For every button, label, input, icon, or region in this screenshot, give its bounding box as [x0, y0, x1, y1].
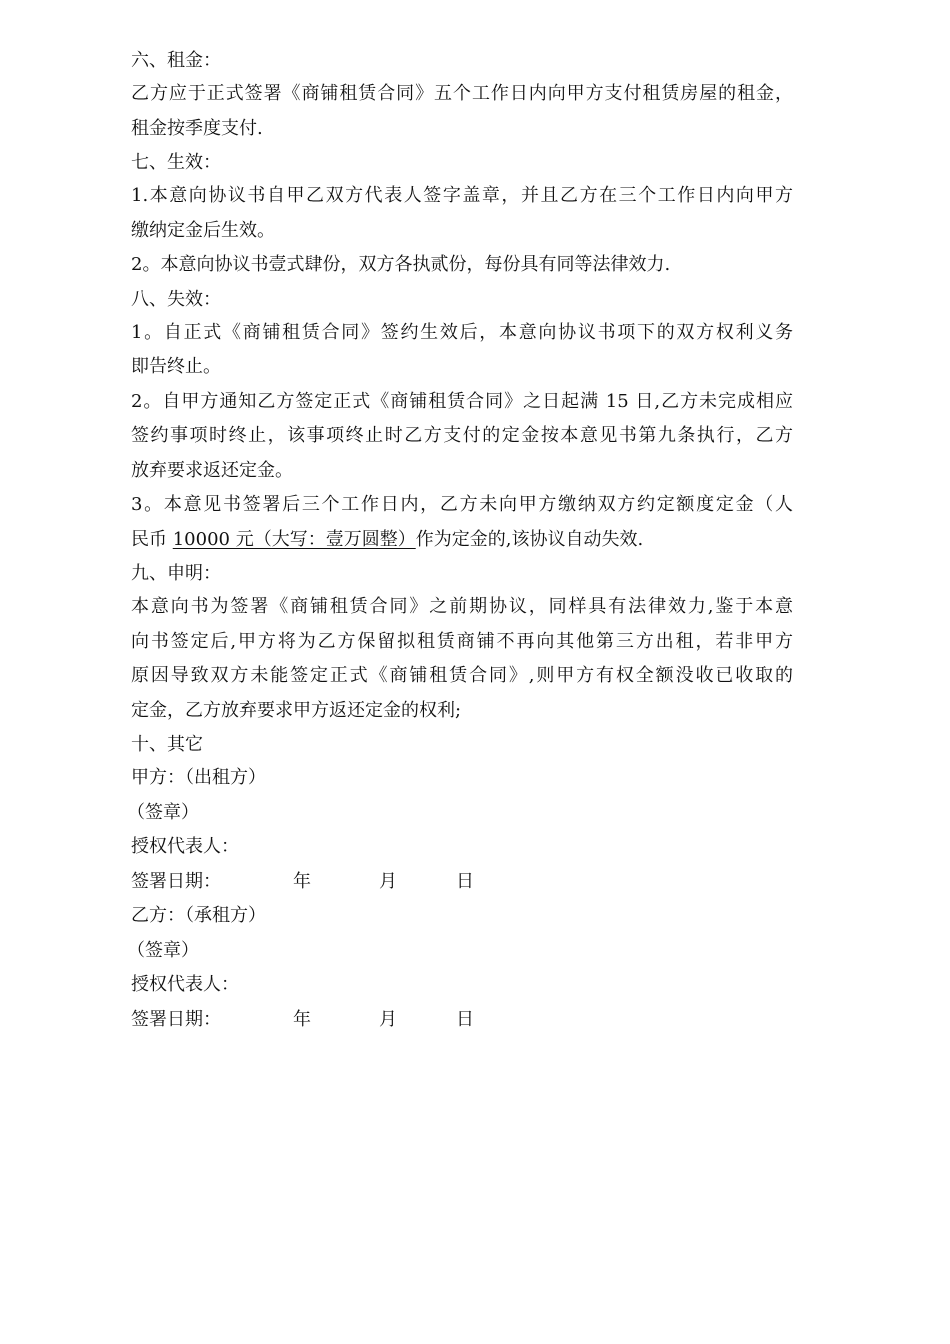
sign-date-label: 签署日期： [131, 870, 221, 892]
party-a-sign-date [131, 865, 793, 900]
paragraph-line: 缴纳定金后生效。 [131, 219, 275, 241]
deposit-prefix: 民币 [131, 528, 167, 550]
deposit-amount: 10000 元（大写：壹万圆整） [172, 528, 416, 550]
paragraph-line-deposit [131, 523, 793, 558]
paragraph-line: 原因导致双方未能签定正式《商铺租赁合同》,则甲方有权全额没收已收取的 [131, 665, 793, 686]
party-b-sign-date [131, 1003, 793, 1038]
section-heading-effect: 七、生效： [131, 152, 221, 173]
paragraph-line: 2。自甲方通知乙方签定正式《商铺租赁合同》之日起满 15 日,乙方未完成相应 [131, 390, 793, 412]
sign-date-label: 签署日期： [131, 1008, 221, 1030]
party-b-title: 乙方：（承租方） [131, 905, 266, 926]
deposit-suffix: 作为定金的,该协议自动失效. [415, 528, 644, 550]
paragraph-line: 本意向书为签署《商铺租赁合同》之前期协议，同样具有法律效力,鉴于本意 [131, 596, 793, 617]
section-heading-rent: 六、租金： [131, 50, 221, 71]
paragraph-line: 签约事项时终止，该事项终止时乙方支付的定金按本意见书第九条执行，乙方 [131, 425, 793, 446]
paragraph-line: 租金按季度支付. [131, 117, 263, 139]
paragraph-line: 3。本意见书签署后三个工作日内，乙方未向甲方缴纳双方约定额度定金（人 [131, 494, 793, 515]
party-a-title: 甲方：（出租方） [131, 767, 266, 788]
party-a-representative: 授权代表人： [131, 836, 239, 857]
party-a-seal: （签章） [127, 801, 199, 823]
sign-date-day: 日 [456, 1008, 474, 1030]
sign-date-month: 月 [379, 870, 397, 892]
paragraph-line: 即告终止。 [131, 356, 221, 377]
sign-date-month: 月 [379, 1008, 397, 1030]
party-b-seal: （签章） [127, 939, 199, 961]
section-heading-declaration: 九、申明： [131, 563, 221, 584]
sign-date-year: 年 [293, 870, 311, 892]
paragraph-line: 定金，乙方放弃要求甲方返还定金的权利; [131, 699, 462, 721]
document-page [127, 44, 793, 1037]
paragraph-line: 2。本意向协议书壹式肆份，双方各执贰份，每份具有同等法律效力. [131, 254, 671, 275]
section-heading-other: 十、其它 [131, 734, 203, 755]
sign-date-year: 年 [293, 1008, 311, 1030]
paragraph-line: 1。自正式《商铺租赁合同》签约生效后，本意向协议书项下的双方权利义务 [131, 321, 793, 343]
paragraph-line: 乙方应于正式签署《商铺租赁合同》五个工作日内向甲方支付租赁房屋的租金， [131, 83, 793, 104]
paragraph-line: 1.本意向协议书自甲乙双方代表人签字盖章，并且乙方在三个工作日内向甲方 [131, 185, 793, 206]
paragraph-line: 放弃要求返还定金。 [131, 459, 293, 481]
paragraph-line: 向书签定后,甲方将为乙方保留拟租赁商铺不再向其他第三方出租，若非甲方 [131, 630, 793, 652]
party-b-representative: 授权代表人： [131, 974, 239, 995]
section-heading-invalidation: 八、失效： [131, 288, 221, 310]
sign-date-day: 日 [456, 870, 474, 892]
